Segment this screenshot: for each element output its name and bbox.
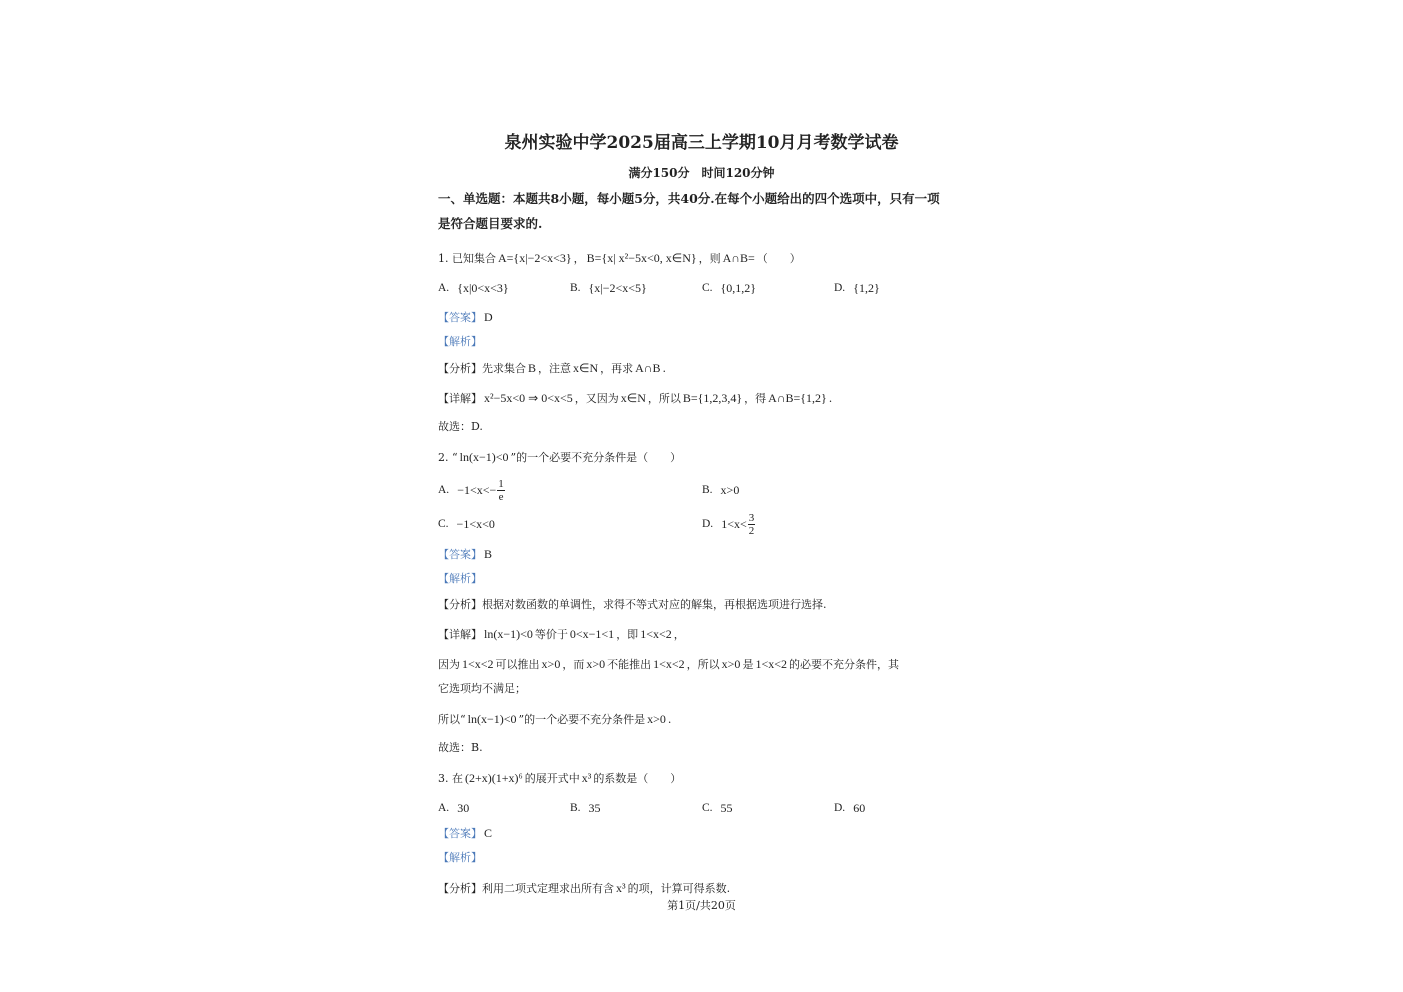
q3-option-d [834, 794, 867, 822]
text-segment: ，所以 [686, 658, 720, 671]
option-text: 60 [853, 800, 866, 815]
option-letter: D. [702, 518, 714, 530]
math-expression: ln(x−1)<0 [459, 450, 509, 464]
math-expression: x³ [581, 771, 592, 785]
text-segment: . [662, 362, 666, 375]
q2-option-d [702, 510, 755, 538]
q2-xiangjie-line3: 它选项均不满足； [438, 682, 526, 695]
fraction [748, 512, 756, 537]
xiangjie-label: 【详解】 [438, 392, 482, 405]
text-segment: ，即 [616, 628, 639, 641]
page-number: 第1页/共20页 [667, 899, 736, 912]
option-text: 30 [457, 800, 470, 815]
option-text: {0,1,2} [720, 280, 757, 295]
q1-conclusion: 故选：D. [438, 420, 483, 433]
q2-answer [438, 544, 494, 565]
text-segment: ， [673, 628, 685, 641]
section-heading-line1: 一、单选题：本题共8小题，每小题5分，共40分.在每个小题给出的四个选项中，只有一项 [438, 191, 940, 206]
text-segment: ，所以 [647, 392, 681, 405]
text-segment: 3. 在 [438, 772, 463, 785]
option-letter: B. [570, 282, 581, 294]
q3-option-c [702, 794, 735, 822]
math-expression: B={x| x²−5x<0, x∈N} [586, 251, 697, 265]
q3-stem [438, 768, 681, 789]
q2-xiangjie-line2 [438, 654, 899, 675]
q2-fenxi [438, 595, 827, 615]
text-segment: 2. “ [438, 451, 458, 464]
text-segment: ”的一个必要不充分条件是（ ） [510, 451, 682, 464]
text-segment: . [828, 392, 833, 405]
text-segment: . [667, 713, 672, 726]
math-expression: (2+x)(1+x)⁶ [465, 771, 523, 785]
q2-xiangjie-line1 [438, 624, 685, 645]
q3-option-b [570, 794, 603, 822]
q1-option-b [570, 274, 649, 302]
math-expression: 1<x<2 [653, 657, 685, 671]
text-segment: 等价于 [534, 628, 568, 641]
text-segment: 是 [742, 658, 754, 671]
math-expression: 1<x<2 [755, 657, 787, 671]
math-expression: A∩B [635, 361, 661, 375]
answer-label: 【答案】 [438, 548, 482, 561]
option-text: {1,2} [853, 280, 880, 295]
fraction-numerator: 3 [748, 511, 755, 524]
option-letter: C. [702, 802, 713, 814]
text-segment: 1. 已知集合 [438, 252, 496, 265]
math-expression: 1<x<2 [640, 627, 672, 641]
option-letter: A. [438, 802, 450, 814]
text-segment: 所以“ [438, 713, 466, 726]
math-expression: 1<x<2 [462, 657, 494, 671]
q1-fenxi [438, 358, 666, 379]
option-letter: B. [702, 484, 713, 496]
q3-answer [438, 823, 494, 844]
text-segment: 的项，计算可得系数. [627, 882, 731, 895]
text-segment: ，得 [744, 392, 767, 405]
answer-value: B [484, 547, 493, 561]
xiangjie-label: 【详解】 [438, 628, 482, 641]
option-text: −1<x<− [457, 482, 497, 497]
q1-answer [438, 307, 495, 328]
q1-option-d [834, 274, 882, 302]
q1-jiexi [438, 332, 482, 352]
option-letter: C. [702, 282, 713, 294]
math-expression: x>0 [647, 712, 666, 726]
q2-jiexi [438, 569, 482, 589]
text-segment: ， [573, 252, 585, 265]
math-expression: x>0 [586, 657, 606, 671]
answer-label: 【答案】 [438, 311, 482, 324]
text-segment: ，则 [698, 252, 721, 265]
text-segment: ，注意 [538, 362, 572, 375]
math-expression: ln(x−1)<0 [484, 627, 533, 641]
option-letter: A. [438, 282, 450, 294]
math-expression: ln(x−1)<0 [467, 712, 517, 726]
text-segment: 根据对数函数的单调性，求得不等式对应的解集，再根据选项进行选择. [482, 598, 827, 611]
math-expression: x∈N [620, 391, 646, 405]
math-expression: B={1,2,3,4} [682, 391, 743, 405]
q2-conclusion: 故选：B. [438, 741, 483, 754]
q1-option-c [702, 274, 758, 302]
q1-stem [438, 248, 801, 269]
fenxi-label: 【分析】 [438, 882, 482, 895]
option-letter: A. [438, 484, 450, 496]
text-segment: 可以推出 [495, 658, 540, 671]
math-expression: x>0 [541, 657, 561, 671]
text-segment: 的系数是（ ） [593, 772, 682, 785]
math-expression: x∈N [573, 361, 599, 375]
text-segment: ，而 [562, 658, 585, 671]
option-letter: D. [834, 282, 846, 294]
text-segment: ，再求 [600, 362, 634, 375]
option-text: x>0 [720, 482, 740, 497]
fenxi-label: 【分析】 [438, 362, 482, 375]
q2-option-c [438, 510, 497, 538]
fraction-numerator: 1 [498, 477, 504, 490]
q1-xiangjie [438, 388, 832, 409]
answer-value: C [484, 826, 493, 840]
q2-xiangjie-line4 [438, 709, 671, 730]
text-segment: （ ） [756, 252, 801, 265]
math-expression: 0<x−1<1 [569, 627, 615, 641]
math-expression: A∩B= [722, 251, 755, 265]
math-expression: A={x|−2<x<3} [498, 251, 572, 265]
text-segment: 的必要不充分条件，其 [788, 658, 899, 671]
fraction-denominator: 2 [748, 524, 755, 537]
text-segment: 利用二项式定理求出所有含 [482, 882, 614, 895]
text-segment: 的展开式中 [524, 772, 580, 785]
jiexi-label: 【解析】 [438, 335, 482, 348]
q3-option-a [438, 794, 471, 822]
document-subtitle: 满分150分 时间120分钟 [628, 166, 775, 180]
math-expression: x²−5x<0 ⇒ 0<x<5 [484, 391, 573, 405]
q1-option-a [438, 274, 511, 302]
option-text: 1<x< [721, 516, 747, 531]
document-title: 泉州实验中学2025届高三上学期10月月考数学试卷 [504, 133, 899, 153]
text-segment: 因为 [438, 658, 460, 671]
section-heading-line2: 是符合题目要求的. [438, 216, 543, 231]
text-segment: 不能推出 [607, 658, 652, 671]
option-text: 55 [720, 800, 733, 815]
fraction-denominator: e [498, 490, 504, 503]
answer-value: D [484, 310, 493, 324]
option-letter: D. [834, 802, 846, 814]
text-segment: ，又因为 [574, 392, 619, 405]
fenxi-label: 【分析】 [438, 598, 482, 611]
q3-jiexi [438, 848, 482, 868]
option-text: {x|−2<x<5} [588, 280, 647, 295]
option-text: 35 [588, 800, 601, 815]
math-expression: A∩B={1,2} [768, 391, 827, 405]
answer-label: 【答案】 [438, 827, 482, 840]
option-text: {x|0<x<3} [457, 280, 509, 295]
option-text: −1<x<0 [456, 516, 495, 531]
jiexi-label: 【解析】 [438, 572, 482, 585]
q2-option-b [702, 476, 741, 504]
text-segment: 先求集合 [482, 362, 526, 375]
fraction [497, 478, 505, 503]
math-expression: x³ [616, 881, 626, 895]
text-segment: ”的一个必要不充分条件是 [518, 713, 646, 726]
q2-stem [438, 447, 681, 468]
jiexi-label: 【解析】 [438, 851, 482, 864]
math-expression: x>0 [721, 657, 741, 671]
option-letter: C. [438, 518, 449, 530]
q2-option-a [438, 476, 505, 504]
math-expression: B [528, 361, 537, 375]
option-letter: B. [570, 802, 581, 814]
